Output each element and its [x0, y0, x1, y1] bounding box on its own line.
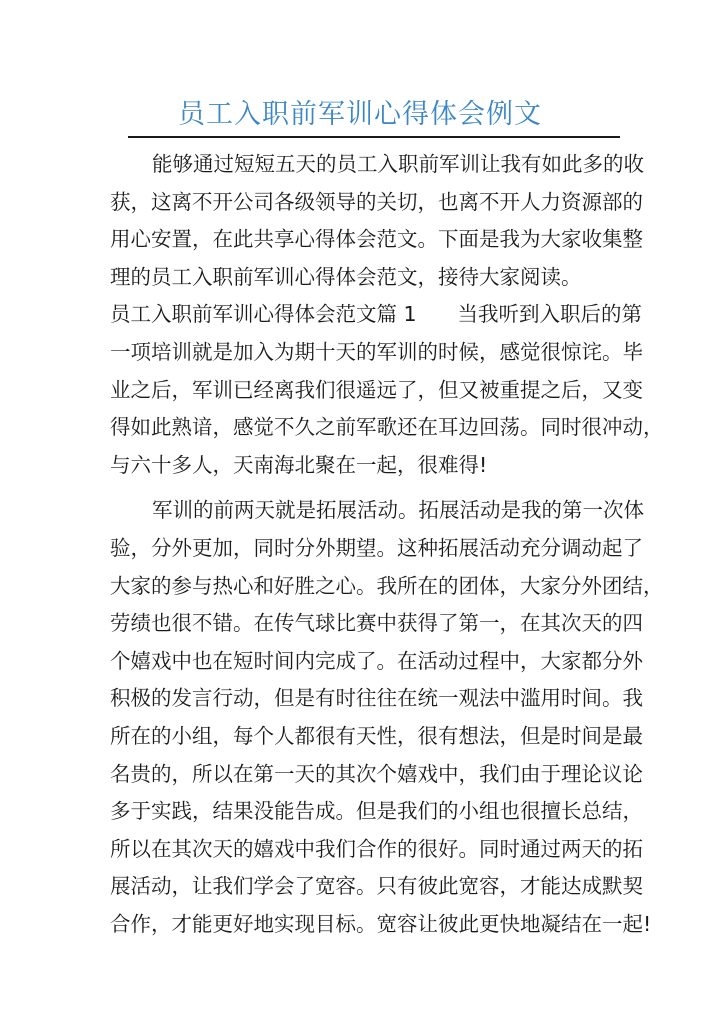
text-line: 军训的前两天就是拓展活动。拓展活动是我的第一次体: [152, 498, 644, 523]
text-line: 得如此熟谙，感觉不久之前军歌还在耳边回荡。同时很冲动，: [110, 415, 664, 440]
document-body: [110, 146, 664, 943]
paragraph-gap: [110, 484, 616, 492]
paragraph-expansion-activity: [110, 492, 664, 943]
text-line: 多于实践，结果没能告成。但是我们的小组也很擅长总结，: [110, 799, 643, 824]
text-line: 与六十多人，天南海北聚在一起，很难得!: [110, 452, 488, 477]
text-line: 积极的发言行动，但是有时往往在统一观法中滥用时间。我: [110, 686, 643, 711]
text-line: 验，分外更加，同时分外期望。这种拓展活动充分调动起了: [110, 535, 643, 560]
text-line: 劳绩也很不错。在传气球比赛中获得了第一，在其次天的四: [110, 611, 643, 636]
text-line: 名贵的，所以在第一天的其次个嬉戏中，我们由于理论议论: [110, 761, 643, 786]
text-line: 获，这离不开公司各级领导的关切，也离不开人力资源部的: [110, 189, 643, 214]
text-line: 能够通过短短五天的员工入职前军训让我有如此多的收: [152, 152, 644, 176]
text-line: 所在的小组，每个人都很有天性，很有想法，但是时间是最: [110, 723, 643, 748]
text-line: 合作，才能更好地实现目标。宽容让彼此更快地凝结在一起!: [110, 911, 652, 936]
paragraph-intro: [110, 146, 644, 296]
text-line: 一项培训就是加入为期十天的军训的时候，感觉很惊诧。毕: [110, 339, 643, 364]
text-line: 理的员工入职前军训心得体会范文，接待大家阅读。: [110, 264, 582, 289]
text-line: 员工入职前军训心得体会范文篇 1 当我听到入职后的第: [110, 302, 643, 327]
text-line: 业之后，军训已经离我们很遥远了，但又被重提之后，又变: [110, 377, 643, 402]
text-line: 大家的参与热心和好胜之心。我所在的团体，大家分外团结，: [110, 573, 664, 598]
paragraph-article-1: [110, 296, 664, 484]
text-line: 个嬉戏中也在短时间内完成了。在活动过程中，大家都分外: [110, 648, 643, 673]
document-title: 员工入职前军训心得体会例文: [178, 99, 542, 130]
text-line: 展活动，让我们学会了宽容。只有彼此宽容，才能达成默契: [110, 874, 643, 899]
text-line: 用心安置，在此共享心得体会范文。下面是我为大家收集整: [110, 227, 643, 252]
title-underline: [128, 136, 620, 138]
text-line: 所以在其次天的嬉戏中我们合作的很好。同时通过两天的拓: [110, 836, 643, 861]
